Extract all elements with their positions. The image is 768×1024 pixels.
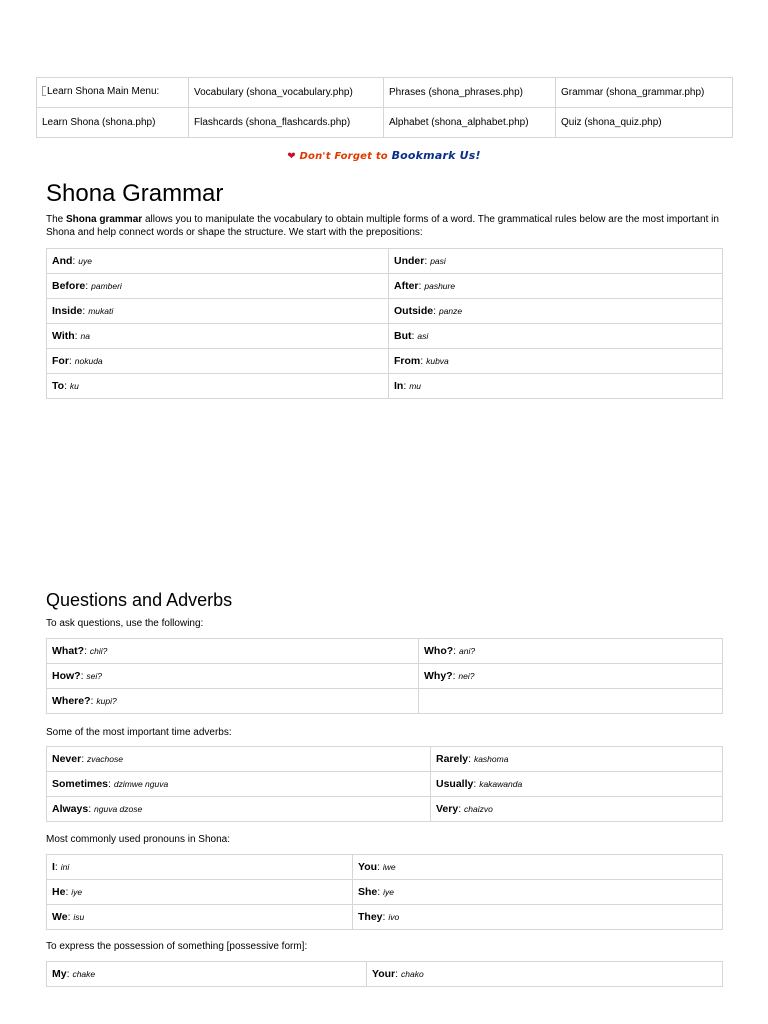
intro-bold: Shona grammar (66, 214, 143, 225)
shona-word: kakawanda (479, 779, 523, 789)
table-row (47, 349, 723, 374)
english-word: Sometimes (52, 778, 109, 790)
table-cell: Before: pamberi (47, 274, 389, 299)
table-row (47, 880, 723, 905)
main-menu-image (42, 86, 159, 97)
shona-word: chaizvo (464, 804, 493, 814)
table-cell: Usually: kakawanda (431, 772, 723, 797)
english-word: Before (52, 280, 86, 292)
table-cell: But: asi (389, 324, 723, 349)
english-word: Under (394, 255, 425, 267)
english-word: Rarely (436, 753, 469, 765)
english-word: From (394, 355, 421, 367)
flashcards-link[interactable]: Flashcards (shona_flashcards.php) (194, 117, 351, 128)
shona-word: sei? (86, 671, 103, 681)
table-cell: Very: chaizvo (431, 797, 723, 822)
shona-word: mu (409, 381, 421, 391)
menu-cell (37, 108, 189, 138)
table-cell: I: ini (47, 855, 353, 880)
table-cell: To: ku (47, 374, 389, 399)
shona-word: ku (69, 381, 79, 391)
bookmark-text-1: Don't Forget to (299, 151, 388, 162)
english-word: Your (372, 968, 396, 980)
shona-word: panze (438, 306, 463, 316)
english-word: I (52, 861, 55, 873)
table-row (47, 797, 723, 822)
table-cell: Where?: kupi? (47, 689, 419, 714)
shona-word: kupi? (96, 696, 117, 706)
shona-word: iye (71, 887, 83, 897)
questions-note: To ask questions, use the following: (46, 618, 204, 629)
english-word: You (358, 861, 378, 873)
learn-shona-link[interactable]: Learn Shona (shona.php) (42, 117, 156, 128)
alphabet-link[interactable]: Alphabet (shona_alphabet.php) (389, 117, 529, 128)
table-cell: She: iye (353, 880, 723, 905)
possessive-table (46, 961, 723, 987)
table-cell: Inside: mukati (47, 299, 389, 324)
shona-word: nokuda (74, 356, 103, 366)
section-title-questions-adverbs: Questions and Adverbs (46, 590, 233, 610)
adverbs-table (46, 746, 723, 822)
table-cell: Why?: nei? (419, 664, 723, 689)
table-cell: Outside: panze (389, 299, 723, 324)
english-word: Outside (394, 305, 434, 317)
table-cell: We: isu (47, 905, 353, 930)
table-cell: Rarely: kashoma (431, 747, 723, 772)
intro-prefix: The (46, 214, 64, 225)
shona-word: ivo (388, 912, 400, 922)
english-word: Inside (52, 305, 83, 317)
english-word: But (394, 330, 412, 342)
table-cell: He: iye (47, 880, 353, 905)
table-row (47, 249, 723, 274)
table-row (47, 299, 723, 324)
table-row (47, 639, 723, 664)
menu-row (37, 108, 733, 138)
shona-word: nguva dzose (94, 804, 143, 814)
shona-word: kubva (426, 356, 449, 366)
english-word: After (394, 280, 419, 292)
english-word: What? (52, 645, 85, 657)
english-word: He (52, 886, 66, 898)
shona-word: iye (383, 887, 394, 897)
shona-word: isu (73, 912, 85, 922)
grammar-link[interactable]: Grammar (shona_grammar.php) (561, 87, 705, 98)
intro-rest: allows you to manipulate the vocabulary to obtain multiple forms of a word. The grammatical rules below are the most important in Shona and help connect words or shape the structure. We start with the prepositions: (46, 214, 719, 238)
bookmark-text-2: Bookmark Us! (391, 149, 481, 162)
english-word: We (52, 911, 68, 923)
shona-word: iwe (382, 862, 396, 872)
shona-word: chake (72, 969, 96, 979)
table-cell: You: iwe (353, 855, 723, 880)
menu-cell (189, 78, 384, 108)
menu-cell (189, 108, 384, 138)
menu-row (37, 78, 733, 108)
table-row (47, 664, 723, 689)
menu-cell (37, 78, 189, 108)
table-cell: And: uye (47, 249, 389, 274)
shona-word: ani? (459, 646, 476, 656)
main-menu-image-alt: Learn Shona Main Menu: (47, 85, 160, 97)
english-word: She (358, 886, 378, 898)
english-word: My (52, 968, 67, 980)
learn-shona-menu (36, 77, 733, 138)
menu-cell (384, 108, 556, 138)
table-cell: In: mu (389, 374, 723, 399)
vocabulary-link[interactable]: Vocabulary (shona_vocabulary.php) (194, 87, 353, 98)
english-word: Always (52, 803, 89, 815)
bookmark-banner[interactable] (0, 149, 768, 162)
table-row (47, 962, 723, 987)
english-word: Very (436, 803, 459, 815)
table-row (47, 855, 723, 880)
table-row (47, 747, 723, 772)
shona-word: nei? (458, 671, 475, 681)
shona-word: pasi (430, 256, 446, 266)
menu-cell (384, 78, 556, 108)
table-cell: Always: nguva dzose (47, 797, 431, 822)
english-word: In (394, 380, 404, 392)
table-cell: How?: sei? (47, 664, 419, 689)
table-row (47, 905, 723, 930)
broken-image-icon (42, 86, 46, 96)
english-word: To (52, 380, 65, 392)
shona-word: chii? (89, 646, 108, 656)
pronouns-table (46, 854, 723, 930)
table-row (47, 324, 723, 349)
english-word: How? (52, 670, 81, 682)
table-cell: Who?: ani? (419, 639, 723, 664)
shona-word: asi (417, 331, 429, 341)
table-cell: Under: pasi (389, 249, 723, 274)
shona-word: uye (78, 256, 92, 266)
table-row (47, 274, 723, 299)
shona-word: mukati (88, 306, 114, 316)
english-word: And (52, 255, 73, 267)
shona-word: zvachose (87, 754, 123, 764)
table-cell: They: ivo (353, 905, 723, 930)
pronouns-note: Most commonly used pronouns in Shona: (46, 834, 230, 845)
shona-word: dzimwe nguva (113, 779, 169, 789)
shona-word: ini (60, 862, 70, 872)
shona-word: na (80, 331, 90, 341)
table-row (47, 374, 723, 399)
intro-paragraph (46, 213, 726, 239)
english-word: With (52, 330, 75, 342)
phrases-link[interactable]: Phrases (shona_phrases.php) (389, 87, 523, 98)
english-word: They (358, 911, 383, 923)
english-word: For (52, 355, 69, 367)
english-word: Where? (52, 695, 91, 707)
table-row (47, 689, 723, 714)
english-word: Never (52, 753, 82, 765)
table-cell: What?: chii? (47, 639, 419, 664)
table-cell: My: chake (47, 962, 367, 987)
menu-cell (556, 78, 733, 108)
page-title: Shona Grammar (46, 180, 224, 207)
shona-word: pamberi (91, 281, 122, 291)
english-word: Why? (424, 670, 453, 682)
english-word: Usually (436, 778, 474, 790)
table-cell: Your: chako (367, 962, 723, 987)
table-cell: For: nokuda (47, 349, 389, 374)
possessive-note: To express the possession of something [possessive form]: (46, 941, 308, 952)
english-word: Who? (424, 645, 454, 657)
table-cell (419, 689, 723, 714)
table-cell: After: pashure (389, 274, 723, 299)
shona-word: kashoma (473, 754, 509, 764)
shona-word: pashure (424, 281, 456, 291)
table-cell: With: na (47, 324, 389, 349)
heart-icon: ❤ (287, 151, 296, 162)
table-row (47, 772, 723, 797)
shona-word: chako (400, 969, 424, 979)
quiz-link[interactable]: Quiz (shona_quiz.php) (561, 117, 662, 128)
table-cell: Sometimes: dzimwe nguva (47, 772, 431, 797)
adverbs-note: Some of the most important time adverbs: (46, 727, 232, 738)
prepositions-table (46, 248, 723, 399)
table-cell: Never: zvachose (47, 747, 431, 772)
table-cell: From: kubva (389, 349, 723, 374)
menu-cell (556, 108, 733, 138)
questions-table (46, 638, 723, 714)
